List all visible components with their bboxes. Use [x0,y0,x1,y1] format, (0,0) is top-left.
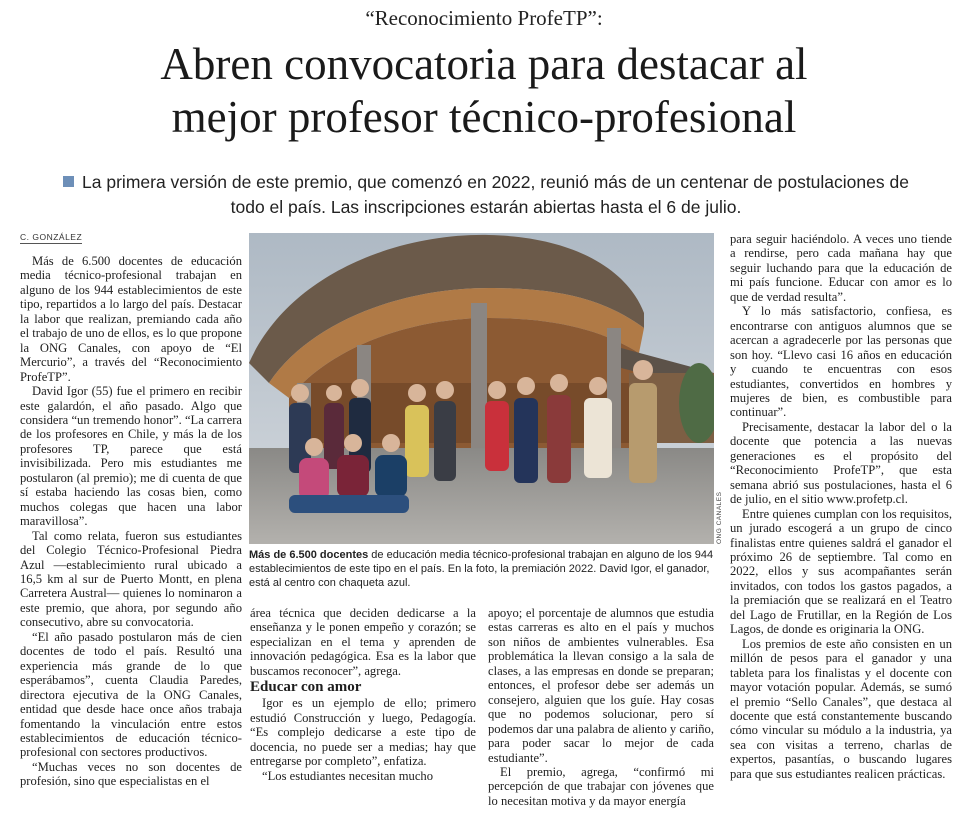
article-photo [249,233,714,544]
article-column-1 [20,254,242,789]
kicker: “Reconocimiento ProfeTP”: [365,6,603,30]
paragraph: Igor es un ejemplo de ello; primero estudió Construcción y luego, Pedagogía. “Es complejo dedicarse a este tipo de docencia, no puede ser a medias; hay que entregarse por completo”, enfatiza. [250,696,476,769]
headline-line-2: mejor profesor técnico-profesional [171,92,797,142]
lead-text: La primera versión de este premio, que comenzó en 2022, reunió más de un centenar de postulaciones de todo el país. Las inscripciones estarán abiertas hasta el 6 de julio. [82,172,909,217]
byline: C. GONZÁLEZ [20,232,83,242]
article-column-2 [250,606,476,783]
paragraph: Los premios de este año consisten en un millón de pesos para el ganador y una tableta para los finalistas y el docente con mayor votación popular. Además, se sumó el premio “Sello Canales”, que destaca al docente que está constantemente buscando cómo vincular su módulo a la industria, ya sea con visitas a terreno, charlas de expertos, pasantías, o buscando lugares para que sus estudiantes realicen prácticas. [730,636,952,781]
photo-credit: ONG CANALES [716,491,723,544]
article-column-3 [488,606,714,808]
paragraph: “Muchas veces no son docentes de profesión, sino que especialistas en el [20,759,242,789]
paragraph: Tal como relata, fueron sus estudiantes del Colegio Técnico-Profesional Piedra Azul —establecimiento rural ubicado a 16,5 km al sur de Puerto Montt, en plena Carretera Austral— quienes lo nominaron a este premio, que ahora, por segundo año consecutivo, abre su convocatoria. [20,528,242,630]
subhead: Educar con amor [250,679,362,696]
paragraph: David Igor (55) fue el primero en recibir este galardón, el año pasado. Algo que considera “un tremendo honor”. “La carrera de los profesores en Chile, y más la de los profesores TP, parece que está invisibilizada. Pero mis estudiantes me postularon (al premio); me di cuenta de que sí estaba haciendo las cosas bien, como muchos colegas que hacen una labor maravillosa”. [20,384,242,529]
headline-line-1: Abren convocatoria para destacar al [160,39,808,89]
paragraph: Más de 6.500 docentes de educación media técnico-profesional trabajan en alguno de los 944 establecimientos de este tipo, repartidos a lo largo del país. Destacar la labor que realizan, premiando cada año el trabajo de uno de ellos, es lo que propone la ONG Canales, con apoyo de “El Mercurio”, a través del “Reconocimiento ProfeTP”. [20,254,242,384]
photo-caption [249,548,717,590]
photo-group-of-teachers [249,233,714,544]
caption-bold: Más de 6.500 docentes [249,549,369,561]
paragraph: para seguir haciéndolo. A veces uno tiende a rendirse, pero cada mañana hay que seguir luchando para que la educación de mi país funcione. Educar con amor es lo que de verdad resulta”. [730,232,952,304]
paragraph: “El año pasado postularon más de cien docentes de todo el país. Resultó una experiencia más grande de lo que esperábamos”, cuenta Claudia Paredes, directora ejecutiva de la ONG Canales, entidad que desde hace once años trabaja fomentando la vinculación entre estos establecimientos de educación técnico-profesional con sectores productivos. [20,629,242,760]
paragraph: apoyo; el porcentaje de alumnos que estudia estas carreras es alto en el país y muchos son niños de ambientes vulnerables. Esa problemática la llevan consigo a la sala de clases, a las empresas en donde se preparan; entonces, el profesor debe ser además un consejero, alguien que los guíe. Hay cosas que no podemos solucionar, pero sí podemos dar una palabra de aliento y cariño, para poder sacar lo mejor de cada estudiante”. [488,606,714,765]
paragraph: “Los estudiantes necesitan mucho [262,768,434,783]
lead-paragraph [46,170,926,220]
headline [60,38,908,144]
paragraph: Y lo más satisfactorio, confiesa, es encontrarse con antiguos alumnos que se acercan a agradecerle por las personas que son hoy. “Llevo casi 16 años en educación y cuando te encuentras con esos estudiantes, convertidos en hombres y mujeres de bien, es combustible para continuar”. [730,304,952,420]
paragraph: El premio, agrega, “confirmó mi percepción de que trabajar con jóvenes que lo necesitan motiva y da mayor energía [488,764,714,808]
paragraph: Entre quienes cumplan con los requisitos, un jurado escogerá a un grupo de cinco finalistas entre quienes saldrá el ganador el próximo 26 de septiembre. Tal como en 2022, ellos y sus acompañantes serán invitados, con todos los gastos pagados, a la premiación que se realizará en el Teatro del Lago de Frutillar, en la Región de Los Lagos, de donde es originaria la ONG. [730,506,952,637]
paragraph: área técnica que deciden dedicarse a la enseñanza y le ponen empeño y corazón; se especializan en el tema y aprenden de innovación pedagógica. Esa es la labor que buscamos reconocer”, agrega. [250,606,476,678]
article-column-4 [730,232,952,781]
square-bullet-icon [63,176,74,187]
caption-text: de educación media técnico-profesional trabajan en alguno de los 944 establecimientos de este tipo en el país. En la foto, la premiación 2022. David Igor, el ganador, está al centro con chaqueta azul. [249,549,714,589]
paragraph: Precisamente, destacar la labor del o la docente que potencia a las nuevas generaciones es el propósito del “Reconocimiento ProfeTP”, que esta semana abrió sus postulaciones, hasta el 6 de julio, en el sitio www.profetp.cl. [730,419,952,507]
